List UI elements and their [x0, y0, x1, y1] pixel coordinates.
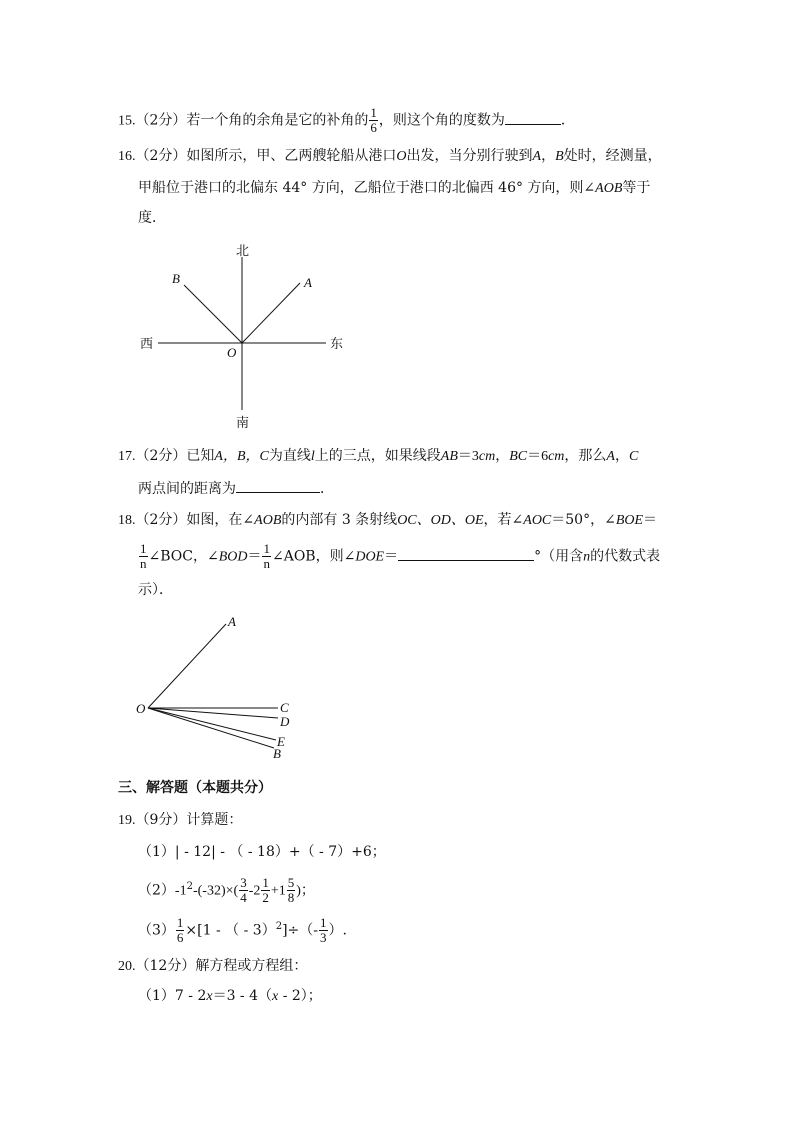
q18-fraction-1: $\frac{1}{n}$	[140, 541, 147, 571]
question-16-line1: 16.（2分）如图所示，甲、乙两艘轮船从港口O出发，当分别行驶到A，B处时，经测量，	[118, 148, 662, 164]
q18-fraction-2: $\frac{1}{n}$	[263, 541, 270, 571]
q20-score: （12分）	[135, 958, 196, 974]
label-b: B	[172, 271, 180, 286]
label-a: A	[304, 275, 312, 290]
ray-oa	[148, 624, 226, 708]
ray-ob	[148, 708, 274, 748]
question-18-line2: $\frac{1}{n}$ ∠BOC，∠BOD＝ $\frac{1}{n}$ ∠AOB，则∠DOE＝ °（用含n的代数式表	[140, 541, 661, 571]
q19-part2: $(2)-1^2-(-32)\times$( $\frac{3}{4}$ -2 $\frac{1}{2}$ +1 $\frac{5}{8}$ )；	[138, 875, 315, 905]
q18-answer-blank[interactable]	[398, 546, 534, 561]
label-east: 东	[330, 337, 344, 352]
q18-rays-figure	[130, 610, 300, 762]
q15-fraction: $\frac{1}{6}$	[370, 105, 377, 135]
label-south: 南	[236, 416, 250, 431]
label-north: 北	[236, 244, 250, 259]
q18-score: （2分）	[135, 512, 187, 528]
q19-part1: （1）| - 12| - （ - 18）+（ - 7）+6；	[138, 844, 386, 860]
q16-score: （2分）	[135, 148, 187, 164]
question-18-line3: 示）．	[138, 582, 173, 598]
q15-answer-blank[interactable]	[505, 110, 561, 125]
q17-number: 17.	[118, 449, 136, 464]
question-20-title: 20.（12分）解方程或方程组：	[118, 958, 308, 974]
question-18-line1: 18.（2分）如图，在∠AOB的内部有 3 条射线OC、OD、OE，若∠AOC＝50°，∠BOE＝	[118, 512, 658, 528]
q15-text-before: 若一个角的余角是它的补角的	[186, 112, 369, 129]
q19-number: 19.	[118, 813, 136, 828]
label-o: O	[136, 701, 146, 716]
q16-compass-figure	[130, 235, 360, 435]
q17-answer-blank[interactable]	[236, 478, 320, 493]
label-o: O	[227, 345, 237, 360]
q18-number: 18.	[118, 513, 136, 528]
q16-number: 16.	[118, 149, 136, 164]
ray-oa	[242, 283, 300, 343]
label-e: E	[277, 734, 285, 749]
q15-score: （2分）	[135, 112, 187, 129]
label-west: 西	[140, 337, 154, 352]
ray-ob	[184, 285, 242, 343]
label-b: B	[273, 746, 281, 761]
question-17-line1: 17.（2分）已知A，B，C为直线l上的三点，如果线段AB＝3cm，BC＝6cm，那么A，C	[118, 448, 639, 464]
q15-number: 15.	[118, 113, 136, 129]
question-16-line2: 甲船位于港口的北偏东 44° 方向，乙船位于港口的北偏西 46° 方向，则∠AOB等于	[138, 180, 651, 196]
question-16-line3: 度．	[138, 210, 166, 226]
section-3-heading: 三、解答题（本题共分）	[118, 780, 272, 796]
label-d: D	[280, 714, 290, 729]
q15-text-after: ，则这个角的度数为	[378, 112, 505, 129]
label-a: A	[228, 614, 236, 629]
q19-score: （9分）	[135, 812, 187, 828]
question-19-title: 19.（9分）计算题：	[118, 812, 243, 828]
q20-part1: （1）7 - 2x＝3 - 4（x - 2）；	[138, 988, 322, 1004]
label-c: C	[280, 700, 289, 715]
question-17-line2: 两点间的距离为 ．	[138, 478, 334, 499]
q17-score: （2分）	[135, 448, 187, 464]
q20-number: 20.	[118, 959, 136, 974]
q19-part3: （3） $\frac{1}{6}$ ×[1 - （ - 3）$^2$]÷（- $\frac{1}{3}$ ）.	[138, 915, 347, 945]
question-15: 15.（2分）若一个角的余角是它的补角的 $\frac{1}{6}$ ，则这个角的度数为 ．	[118, 105, 575, 135]
